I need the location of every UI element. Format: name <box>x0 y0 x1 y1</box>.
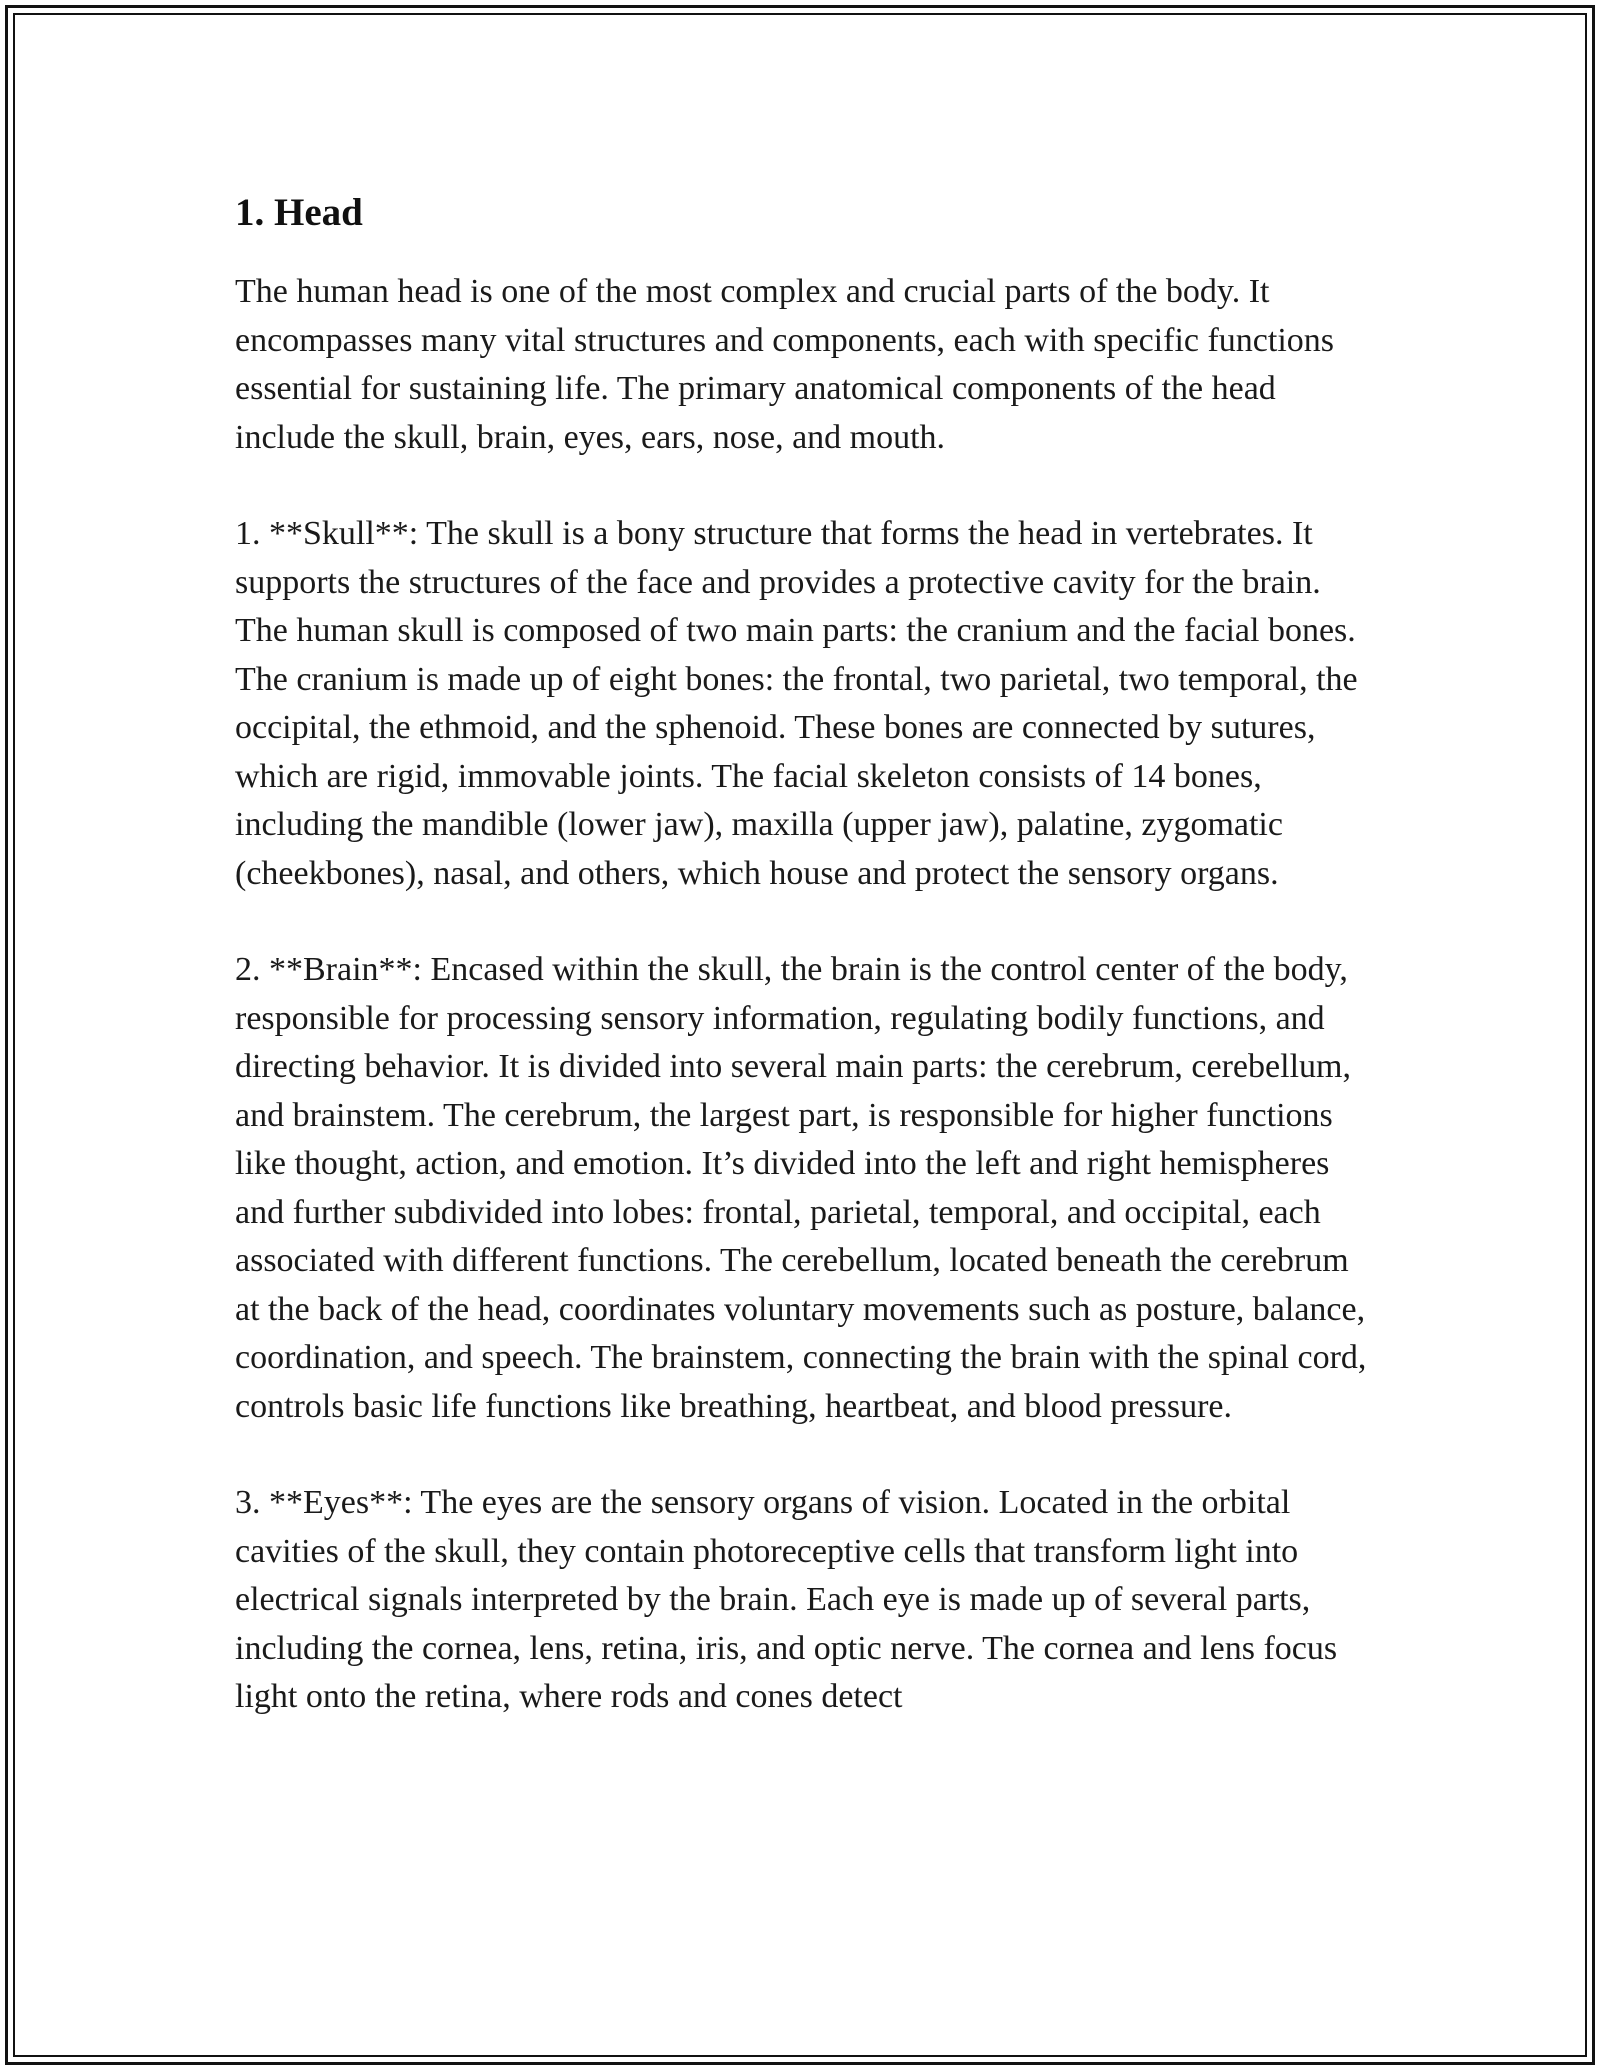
document-body <box>235 188 1375 1770</box>
skull-paragraph: 1. **Skull**: The skull is a bony structure that forms the head in vertebrates. It supports the structures of the face and provides a protective cavity for the brain. The human skull is composed of two main parts: the cranium and the facial bones. The cranium is made up of eight bones: the frontal, two parietal, two temporal, the occipital, the ethmoid, and the sphenoid. These bones are connected by sutures, which are rigid, immovable joints. The facial skeleton consists of 14 bones, including the mandible (lower jaw), maxilla (upper jaw), palatine, zygomatic (cheekbones), nasal, and others, which house and protect the sensory organs. <box>235 515 1358 892</box>
brain-paragraph: 2. **Brain**: Encased within the skull, the brain is the control center of the body, responsible for processing sensory information, regulating bodily functions, and directing behavior. It is divided into several main parts: the cerebrum, cerebellum, and brainstem. The cerebrum, the largest part, is responsible for higher functions like thought, action, and emotion. It’s divided into the left and right hemispheres and further subdivided into lobes: frontal, parietal, temporal, and occipital, each associated with different functions. The cerebellum, located beneath the cerebrum at the back of the head, coordinates voluntary movements such as posture, balance, coordination, and speech. The brainstem, connecting the brain with the spinal cord, controls basic life functions like breathing, heartbeat, and blood pressure. <box>235 951 1367 1425</box>
eyes-paragraph: 3. **Eyes**: The eyes are the sensory organs of vision. Located in the orbital cavities of the skull, they contain photoreceptive cells that transform light into electrical signals interpreted by the brain. Each eye is made up of several parts, including the cornea, lens, retina, iris, and optic nerve. The cornea and lens focus light onto the retina, where rods and cones detect <box>235 1484 1338 1715</box>
section-heading: 1. Head <box>235 191 363 234</box>
intro-paragraph: The human head is one of the most complex and crucial parts of the body. It encompasses many vital structures and components, each with specific functions essential for sustaining life. The primary anatomical components of the head include the skull, brain, eyes, ears, nose, and mouth. <box>235 273 1335 456</box>
